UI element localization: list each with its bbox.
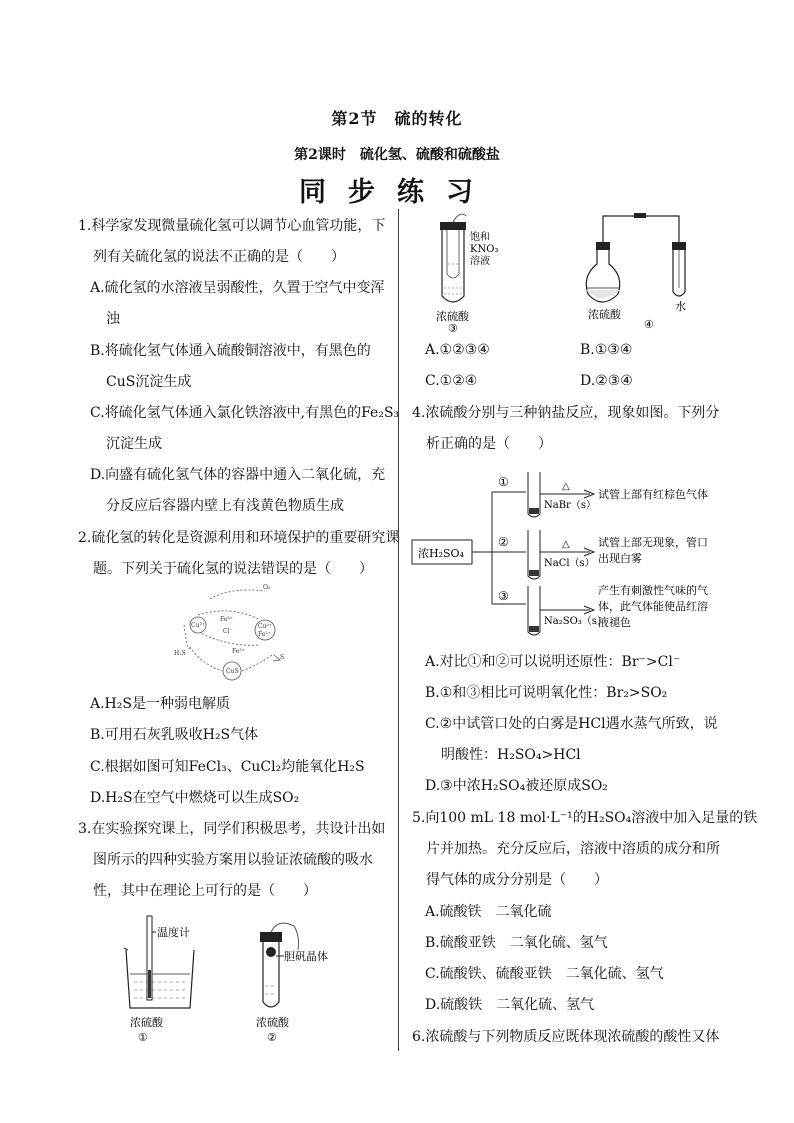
q1-stem-line2: 列有关硫化氢的说法不正确的是（ ） xyxy=(93,249,345,265)
q1-option-b: B.将硫化氢气体通入硫酸铜溶液中，有黑色的 xyxy=(90,343,371,359)
q3-fig2-num: ② xyxy=(267,1031,277,1044)
q4-stem-line1: 4.浓硫酸分别与三种钠盐反应，现象如图。下列分 xyxy=(412,405,720,421)
q5-option-a: A.硫酸铁 二氧化硫 xyxy=(425,904,552,920)
q2-diag-fe3a: Fe³⁺ xyxy=(220,616,233,623)
q3-stem-line1: 3.在实验探究课上，同学们积极思考，共设计出如 xyxy=(78,821,386,837)
q4-stem-line2: 析正确的是（ ） xyxy=(426,436,552,452)
q4-obs-1: 试管上部有红棕色气体 xyxy=(598,488,708,501)
q1-option-d: D.向盛有硫化氢气体的容器中通入二氧化硫，充 xyxy=(90,467,386,483)
q3-fig1-acid: 浓硫酸 xyxy=(130,1016,163,1029)
q3-figure-4-flask xyxy=(580,206,710,332)
q2-stem-line1: 2.硫化氢的转化是资源利用和环境保护的重要研究课 xyxy=(78,530,400,546)
q1-option-d-cont: 分反应后容器内壁上有浅黄色物质生成 xyxy=(106,498,344,514)
q2-option-c: C.根据如图可知FeCl₃、CuCl₂均能氧化H₂S xyxy=(90,759,365,775)
q2-diag-h2s: H₂S xyxy=(174,650,186,657)
lesson-title: 第2课时 硫化氢、硫酸和硫酸盐 xyxy=(294,147,500,163)
q2-option-b: B.可用石灰乳吸收H₂S气体 xyxy=(90,727,259,743)
q2-diag-cl: Cl⁻ xyxy=(223,628,233,635)
q4-num-2: ② xyxy=(498,535,509,549)
practice-heading: 同步练习 xyxy=(299,177,495,208)
q3-option-c: C.①②④ xyxy=(425,373,478,389)
q2-option-a: A.H₂S是一种弱电解质 xyxy=(90,696,230,712)
q3-fig3-acid: 浓硫酸 xyxy=(436,310,469,323)
q5-stem-line3: 得气体的成分分别是（ ） xyxy=(426,872,608,888)
q4-num-3: ③ xyxy=(498,589,509,603)
q5-option-c: C.硫酸铁、硫酸亚铁 二氧化硫、氢气 xyxy=(425,966,664,982)
q5-option-b: B.硫酸亚铁 二氧化硫、氢气 xyxy=(425,935,608,951)
q3-fig1-num: ① xyxy=(138,1031,148,1044)
q3-fig3-label-1: 饱和 xyxy=(470,232,490,243)
q4-diag-acid: 浓H₂SO₄ xyxy=(418,547,464,560)
q3-option-b: B.①③④ xyxy=(580,342,633,358)
q3-fig4-water: 水 xyxy=(675,300,686,313)
q4-option-b: B.①和③相比可说明氧化性：Br₂>SO₂ xyxy=(425,685,668,701)
q2-diag-o2: O₂ xyxy=(263,584,271,591)
q4-delta-2: △ xyxy=(562,539,570,550)
q4-salt-1: NaBr（s） xyxy=(544,500,596,511)
q5-stem-line1: 5.向100 mL 18 mol·L⁻¹的H₂SO₄溶液中加入足量的铁 xyxy=(412,810,758,826)
q3-fig2-acid: 浓硫酸 xyxy=(256,1016,289,1029)
q4-option-c-cont: 明酸性：H₂SO₄>HCl xyxy=(441,747,581,763)
q4-salt-2: NaCl（s） xyxy=(544,558,595,569)
q4-delta-1: △ xyxy=(562,481,570,492)
q3-option-d: D.②③④ xyxy=(580,373,633,389)
q3-option-a: A.①②③④ xyxy=(425,342,490,358)
q1-option-c: C.将硫化氢气体通入氯化铁溶液中,有黑色的Fe₂S₃ xyxy=(90,405,400,421)
q2-diag-s: S xyxy=(280,654,285,661)
q2-option-d: D.H₂S在空气中燃烧可以生成SO₂ xyxy=(90,790,300,806)
q1-stem-line1: 1.科学家发现微量硫化氢可以调节心血管功能，下 xyxy=(78,218,386,234)
q4-obs-3c: 液褪色 xyxy=(598,616,631,629)
q3-stem-line3: 性，其中在理论上可行的是（ ） xyxy=(93,883,317,899)
q6-stem-line1: 6.浓硫酸与下列物质反应既体现浓硫酸的酸性又体 xyxy=(412,1029,720,1045)
q4-num-1: ① xyxy=(498,475,509,489)
q4-obs-2a: 试管上部无现象，管口 xyxy=(598,536,708,549)
q3-fig4-num: ④ xyxy=(644,318,654,331)
q1-option-a: A.硫化氢的水溶液呈弱酸性，久置于空气中变浑 xyxy=(90,280,385,296)
q4-obs-3a: 产生有刺激性气味的气 xyxy=(598,584,708,597)
q1-option-c-cont: 沉淀生成 xyxy=(106,436,162,452)
q3-fig1-label: 温度计 xyxy=(157,926,190,939)
q4-option-c: C.②中试管口处的白雾是HCl遇水蒸气所致，说 xyxy=(425,716,718,732)
q1-option-a-cont: 浊 xyxy=(106,311,120,327)
section-title: 第2节 硫的转化 xyxy=(331,109,463,128)
q2-diag-cu2b: Cu²⁺ xyxy=(258,623,273,630)
q4-option-d: D.③中浓H₂SO₄被还原成SO₂ xyxy=(425,778,608,794)
q3-figure-1-beaker xyxy=(120,912,210,1044)
q3-figure-3-kno3 xyxy=(430,210,510,334)
q4-reaction-diagram xyxy=(410,470,730,642)
q4-obs-2b: 出现白雾 xyxy=(598,552,642,565)
q3-fig3-label-2: KNO₃ xyxy=(470,244,499,255)
q5-option-d: D.硫酸铁 二氧化硫、氢气 xyxy=(425,997,595,1013)
q4-option-a: A.对比①和②可以说明还原性：Br⁻>Cl⁻ xyxy=(425,654,681,670)
q4-salt-3: Na₂SO₃（s） xyxy=(544,616,607,627)
q2-diag-fe3b: Fe³⁺ xyxy=(232,648,245,655)
q2-diag-fe2: Fe²⁺ xyxy=(258,631,271,638)
q3-fig4-acid: 浓硫酸 xyxy=(588,308,621,321)
q3-fig3-num: ③ xyxy=(448,322,458,335)
q5-stem-line2: 片并加热。充分反应后，溶液中溶质的成分和所 xyxy=(426,841,720,857)
q2-cycle-diagram xyxy=(170,585,290,683)
q1-option-b-cont: CuS沉淀生成 xyxy=(106,374,192,390)
q2-stem-line2: 题。下列关于硫化氢的说法错误的是（ ） xyxy=(93,561,373,577)
column-divider xyxy=(398,209,399,1051)
q4-obs-3b: 体，此气体能使品红溶 xyxy=(598,600,708,613)
q3-fig2-label: 胆矾晶体 xyxy=(284,950,328,963)
q2-diag-cus: CuS xyxy=(226,668,239,675)
q3-stem-line2: 图所示的四种实验方案用以验证浓硫酸的吸水 xyxy=(93,852,373,868)
q3-fig3-label-3: 溶液 xyxy=(470,256,490,267)
q2-diag-cu2: Cu²⁺ xyxy=(191,622,206,629)
q3-figure-2-test-tube xyxy=(250,916,350,1044)
